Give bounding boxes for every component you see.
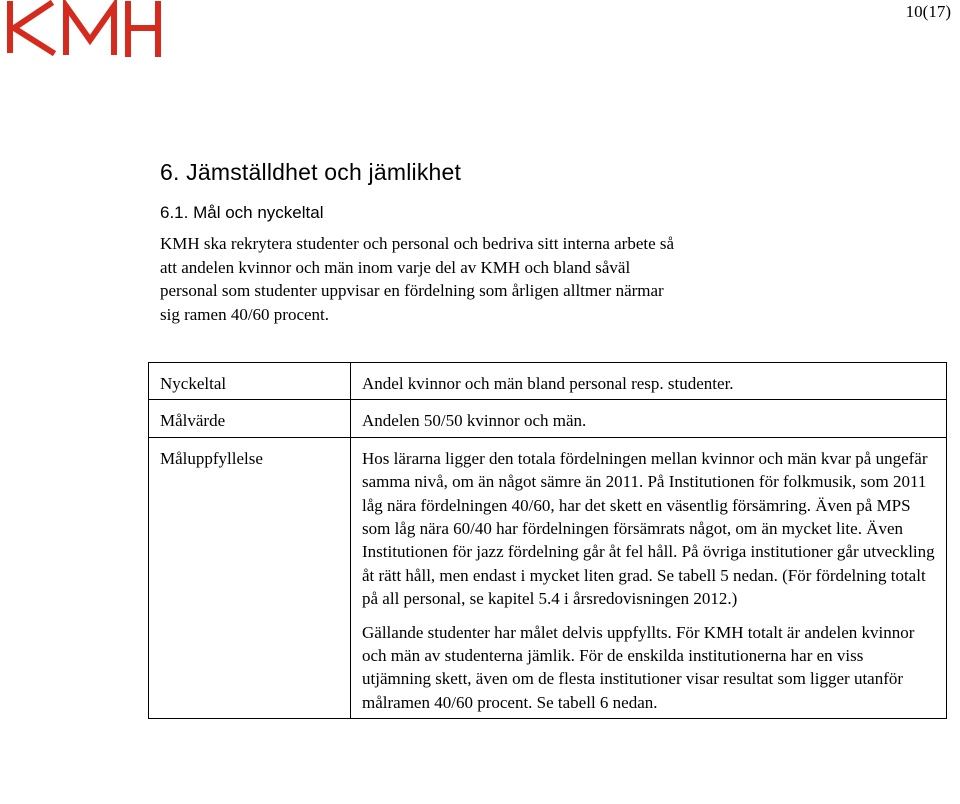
row-value: [351, 400, 947, 437]
intro-line: sig ramen 40/60 procent.: [160, 304, 330, 324]
row-paragraph: Andelen 50/50 kvinnor och män.: [362, 411, 587, 431]
section-heading: 6. Jämställdhet och jämlikhet: [160, 159, 462, 185]
intro-paragraph: [160, 232, 840, 326]
kmh-logo: [4, 0, 164, 58]
intro-line: personal som studenter uppvisar en fördelning som årligen alltmer närmar: [160, 281, 664, 300]
row-label: Måluppfyllelse: [149, 437, 351, 718]
intro-line: att andelen kvinnor och män inom varje del av KMH och bland såväl: [160, 257, 631, 277]
row-label: Målvärde: [149, 400, 351, 437]
row-paragraph: Hos lärarna ligger den totala fördelningen mellan kvinnor och män kvar på ungefär samma nivå, om än något sämre än 2011. På Institutionen för folkmusik, som 2011 låg nära fördelningen 40/60, har det skett en väsentlig försämring. Även på MPS som låg nära 60/40 har fördelningen försämrats något, om än mycket lite. Även Institutionen för jazz fördelning går åt fel håll. På övriga institutioner går utveckling åt rätt håll, men endast i mycket liten grad. Se tabell 5 nedan. (För fördelning totalt på all personal, se kapitel 5.4 i årsredovisningen 2012.): [362, 448, 935, 609]
row-label: Nyckeltal: [149, 363, 351, 400]
kpi-table: [148, 362, 947, 719]
row-paragraph: Andel kvinnor och män bland personal resp. studenter.: [362, 374, 734, 393]
table-row: [149, 437, 947, 718]
table-row: [149, 363, 947, 400]
row-value: [351, 363, 947, 400]
row-value: [351, 437, 947, 718]
row-paragraph: Gällande studenter har målet delvis uppfyllts. För KMH totalt är andelen kvinnor och män av studenterna jämlik. För de enskilda institutionerna har en viss utjämning skett, även om de flesta institutioner visar resultat som ligger utanför målramen 40/60 procent. Se tabell 6 nedan.: [362, 622, 915, 712]
intro-line: KMH ska rekrytera studenter och personal och bedriva sitt interna arbete så: [160, 234, 675, 253]
section-subheading: 6.1. Mål och nyckeltal: [160, 203, 324, 222]
page-number: 10(17): [905, 2, 951, 21]
table-row: [149, 400, 947, 437]
